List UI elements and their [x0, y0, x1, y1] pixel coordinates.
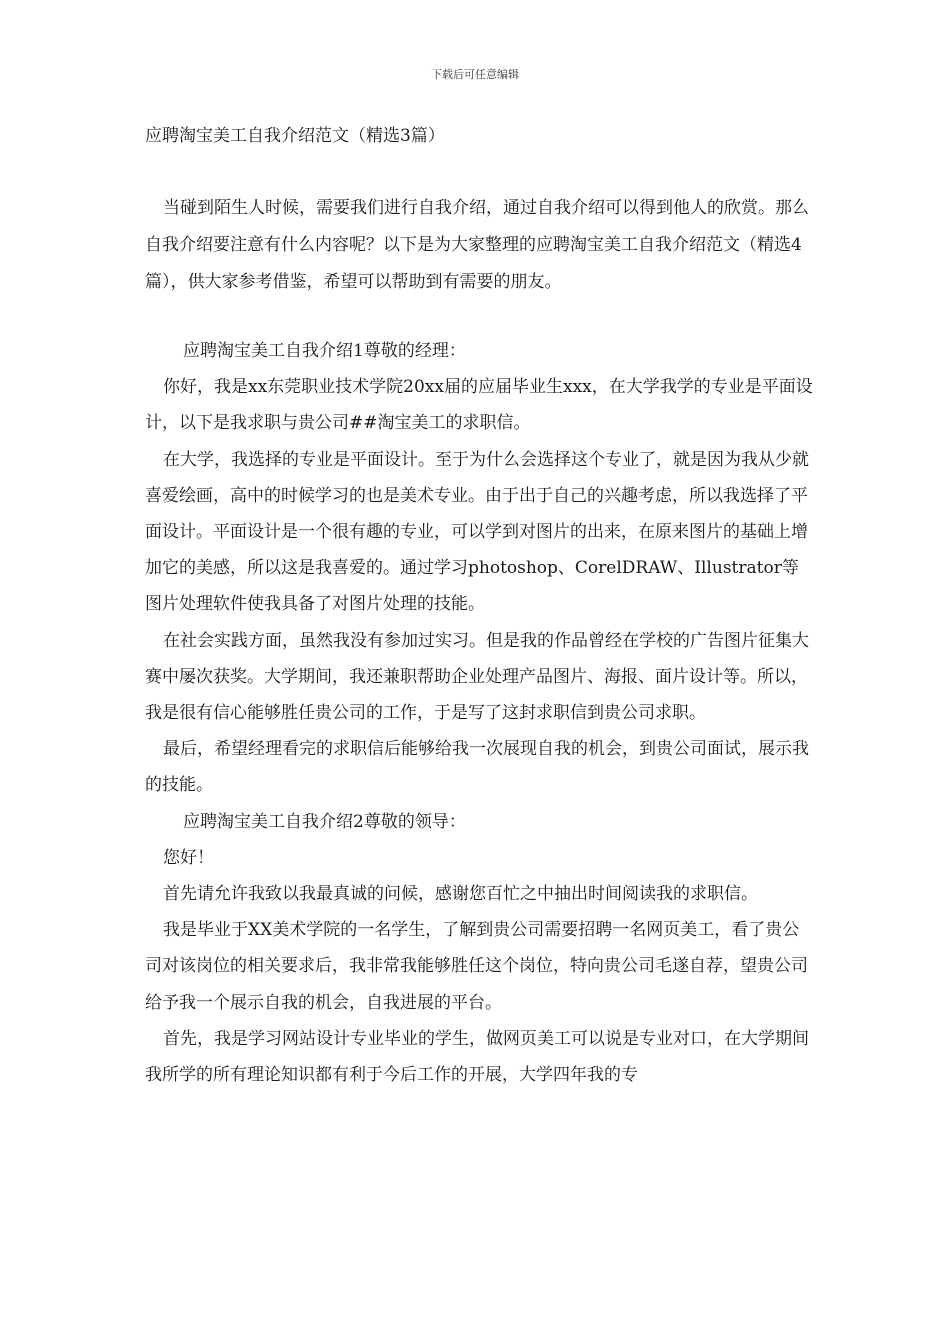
document-title: 应聘淘宝美工自我介绍范文（精选3篇） — [145, 126, 445, 146]
header-note: 下载后可任意编辑 — [431, 68, 519, 81]
intro-paragraph: 当碰到陌生人时候，需要我们进行自我介绍，通过自我介绍可以得到他人的欣赏。那么自我介绍要注意有什么内容呢？以下是为大家整理的应聘淘宝美工自我介绍范文（精选4篇），供大家参考借鉴，希望可以帮助到有需要的朋友。 — [145, 198, 809, 292]
section1-paragraph: 你好，我是xx东莞职业技术学院20xx届的应届毕业生xxx，在大学我学的专业是平面设计，以下是我求职与贵公司##淘宝美工的求职信。 — [145, 377, 813, 434]
intro-block — [145, 190, 815, 301]
section2-heading: 应聘淘宝美工自我介绍2尊敬的领导： — [183, 811, 466, 832]
letters-block — [145, 333, 815, 1093]
section2-paragraph: 首先，我是学习网站设计专业毕业的学生，做网页美工可以说是专业对口，在大学期间我所学的所有理论知识都有利于今后工作的开展，大学四年我的专 — [145, 1028, 809, 1086]
section2-paragraph: 我是毕业于XX美术学院的一名学生，了解到贵公司需要招聘一名网页美工，看了贵公司对该岗位的相关要求后，我非常我能够胜任这个岗位，特向贵公司毛遂自荐，望贵公司给予我一个展示自我的机会，自我进展的平台。 — [145, 920, 808, 1013]
section1-paragraph: 最后，希望经理看完的求职信后能够给我一次展现自我的机会，到贵公司面试，展示我的技能。 — [145, 739, 809, 796]
section1-paragraph: 在大学，我选择的专业是平面设计。至于为什么会选择这个专业了，就是因为我从少就喜爱绘画，高中的时候学习的也是美术专业。由于出于自己的兴趣考虑，所以我选择了平面设计。平面设计是一个很有趣的专业，可以学到对图片的出来，在原来图片的基础上增加它的美感，所以这是我喜爱的。通过学习photoshop、CorelDRAW、Illustrator等图片处理软件使我具备了对图片处理的技能。 — [145, 449, 809, 615]
section2-greeting: 您好！ — [163, 847, 214, 868]
section2-paragraph: 首先请允许我致以我最真诚的问候，感谢您百忙之中抽出时间阅读我的求职信。 — [163, 884, 758, 905]
section1-paragraph: 在社会实践方面，虽然我没有参加过实习。但是我的作品曾经在学校的广告图片征集大赛中屡次获奖。大学期间，我还兼职帮助企业处理产品图片、海报、面片设计等。所以，我是很有信心能够胜任贵公司的工作，于是写了这封求职信到贵公司求职。 — [145, 630, 809, 724]
section1-heading: 应聘淘宝美工自我介绍1尊敬的经理： — [183, 341, 466, 361]
